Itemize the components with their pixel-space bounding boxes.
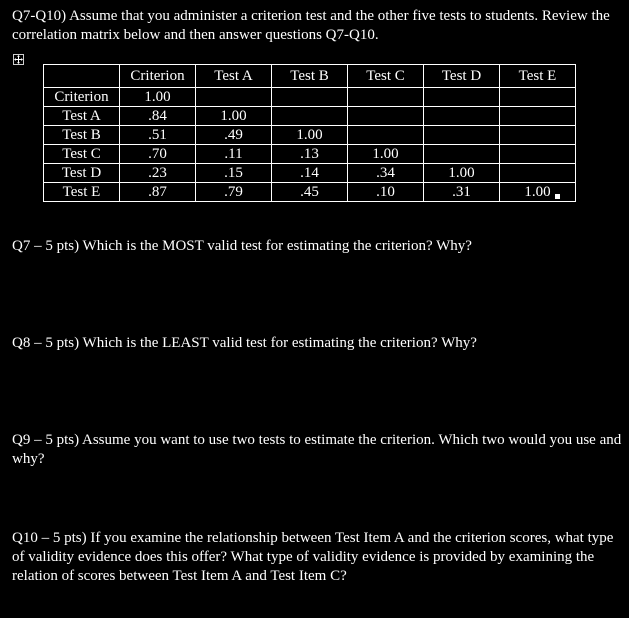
table-cell — [500, 126, 576, 145]
table-cell — [272, 107, 348, 126]
table-cell — [424, 145, 500, 164]
question-q8: Q8 – 5 pts) Which is the LEAST valid test for estimating the criterion? Why? — [12, 335, 477, 351]
table-cell — [348, 107, 424, 126]
correlation-matrix — [43, 64, 576, 202]
table-cell: 1.00 — [196, 107, 272, 126]
row-label: Criterion — [44, 88, 120, 107]
move-table-icon[interactable] — [13, 54, 24, 65]
table-cell — [424, 88, 500, 107]
header-cell-test-c: Test C — [348, 65, 424, 88]
table-cell — [500, 107, 576, 126]
header-row — [44, 65, 576, 88]
table-cell: .31 — [424, 183, 500, 202]
table-cell — [500, 145, 576, 164]
table-row — [44, 183, 576, 202]
table-row — [44, 164, 576, 183]
table-cell: .70 — [120, 145, 196, 164]
row-label: Test A — [44, 107, 120, 126]
table-cell — [424, 107, 500, 126]
table-cell: .79 — [196, 183, 272, 202]
table-cell: .45 — [272, 183, 348, 202]
table-cell — [272, 88, 348, 107]
table-cell: .84 — [120, 107, 196, 126]
table-cell: 1.00 — [120, 88, 196, 107]
table-cell: .34 — [348, 164, 424, 183]
table-cell — [196, 88, 272, 107]
question-q9: Q9 – 5 pts) Assume you want to use two tests to estimate the criterion. Which two would you use and why? — [12, 432, 622, 467]
table-cell: .10 — [348, 183, 424, 202]
question-q10: Q10 – 5 pts) If you examine the relationship between Test Item A and the criterion scores, what type of validity evidence does this offer? What type of validity evidence is provided by examining the relation of scores between Test Item A and Test Item C? — [12, 530, 614, 584]
question-q7: Q7 – 5 pts) Which is the MOST valid test for estimating the criterion? Why? — [12, 238, 472, 254]
table-cell: 1.00 — [272, 126, 348, 145]
row-label: Test C — [44, 145, 120, 164]
table-cell: 1.00 — [348, 145, 424, 164]
table-cell: .14 — [272, 164, 348, 183]
row-label: Test E — [44, 183, 120, 202]
header-cell-test-e: Test E — [500, 65, 576, 88]
header-cell-corner — [44, 65, 120, 88]
table-cell — [500, 164, 576, 183]
table-cell — [500, 88, 576, 107]
table-row — [44, 145, 576, 164]
header-cell-test-a: Test A — [196, 65, 272, 88]
table-cell: 1.00 — [500, 183, 576, 202]
header-cell-test-b: Test B — [272, 65, 348, 88]
table-cell — [348, 126, 424, 145]
table-row — [44, 88, 576, 107]
table-cell: .13 — [272, 145, 348, 164]
intro-text: Q7-Q10) Assume that you administer a criterion test and the other five tests to students. Review the correlation matrix below and then answer questions Q7-Q10. — [12, 8, 610, 43]
table-cell: .49 — [196, 126, 272, 145]
table-cell: 1.00 — [424, 164, 500, 183]
table-row — [44, 126, 576, 145]
move-arrows-icon — [14, 55, 23, 64]
row-label: Test B — [44, 126, 120, 145]
table-cell: .51 — [120, 126, 196, 145]
table-cell: .23 — [120, 164, 196, 183]
table-resize-handle[interactable] — [555, 194, 560, 199]
header-cell-test-d: Test D — [424, 65, 500, 88]
header-cell-criterion: Criterion — [120, 65, 196, 88]
table-row — [44, 107, 576, 126]
table-cell: .15 — [196, 164, 272, 183]
table-cell — [348, 88, 424, 107]
table-cell: .11 — [196, 145, 272, 164]
table-cell — [424, 126, 500, 145]
table-cell: .87 — [120, 183, 196, 202]
row-label: Test D — [44, 164, 120, 183]
